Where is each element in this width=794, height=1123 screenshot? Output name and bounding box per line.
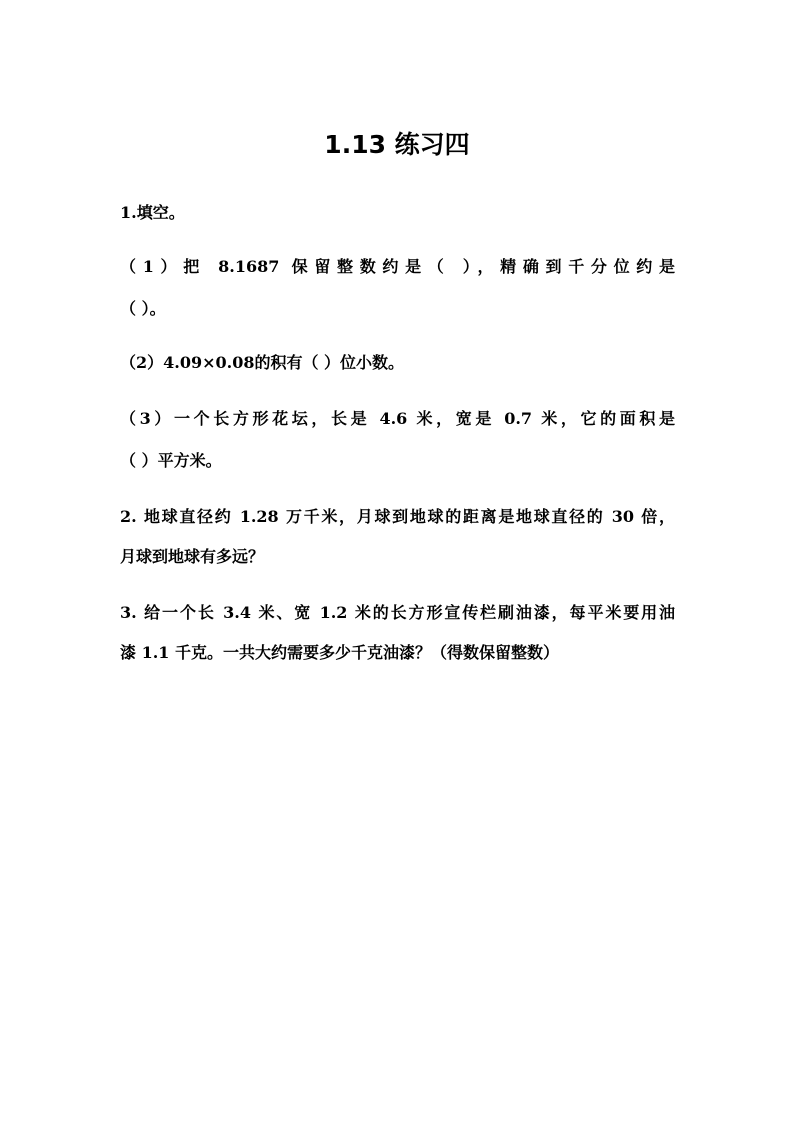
section-1-heading: 1.填空。 bbox=[120, 203, 185, 222]
section-2-line-2: 月球到地球有多远？ bbox=[120, 547, 265, 566]
question-2-line-1: （2）4.09×0.08的积有（ ）位小数。 bbox=[120, 353, 405, 372]
section-2-line-1: 2. 地球直径约 1.28 万千米，月球到地球的距离是地球直径的 30 倍， bbox=[120, 507, 675, 526]
question-1-line-2: （ ）。 bbox=[120, 299, 166, 318]
section-3-line-2: 漆 1.1 千克。一共大约需要多少千克油漆？（得数保留整数） bbox=[120, 643, 559, 662]
question-1-line-1: （1）把 8.1687 保留整数约是（ ），精确到千分位约是 bbox=[120, 257, 675, 276]
page-title: 1.13 练习四 bbox=[324, 130, 470, 159]
question-3-line-1: （3）一个长方形花坛，长是 4.6 米，宽是 0.7 米，它的面积是 bbox=[120, 409, 675, 428]
question-3-line-2: （ ）平方米。 bbox=[120, 451, 222, 470]
section-3-line-1: 3. 给一个长 3.4 米、宽 1.2 米的长方形宣传栏刷油漆，每平米要用油 bbox=[120, 603, 675, 622]
